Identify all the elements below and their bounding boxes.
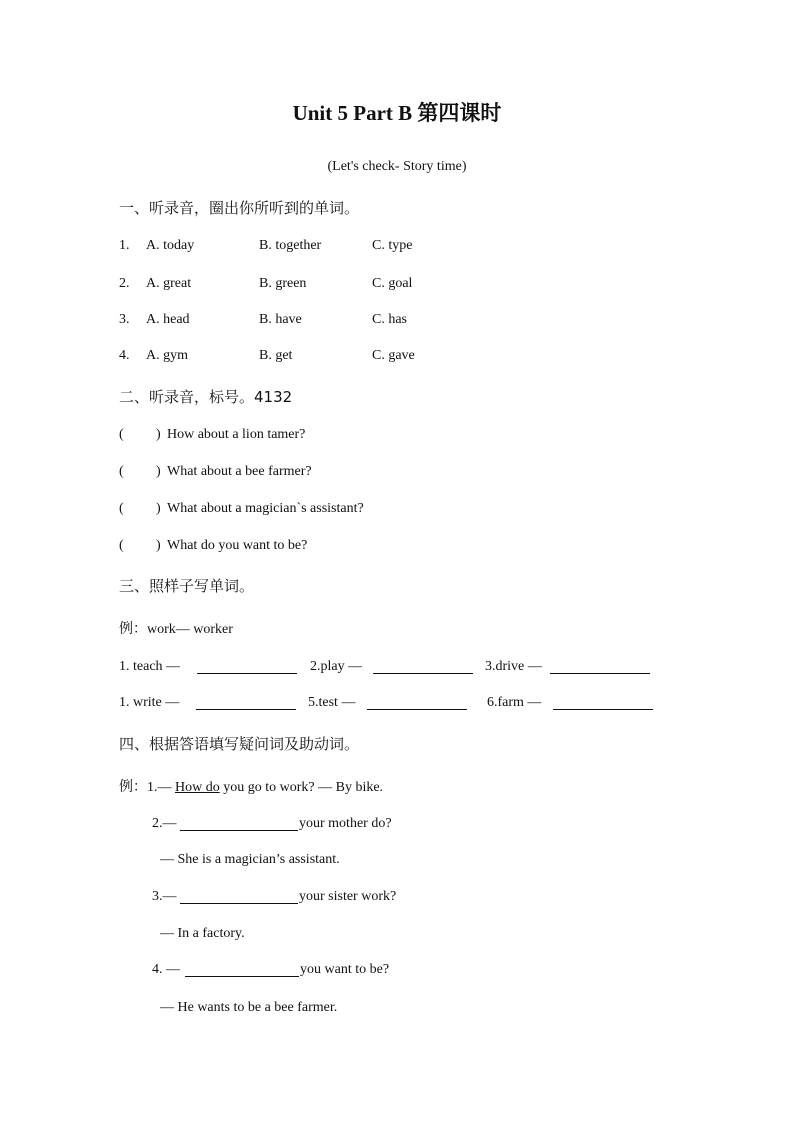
answer-blank[interactable] <box>180 889 298 904</box>
question-text: What about a bee farmer? <box>167 464 312 479</box>
example-answer: How do <box>175 780 220 795</box>
word-prompt: 6.farm — <box>487 695 542 710</box>
answer-blank[interactable] <box>367 695 467 710</box>
answer-blank[interactable] <box>196 695 296 710</box>
option-a: A. great <box>146 276 192 291</box>
question-text: What do you want to be? <box>167 538 308 553</box>
option-c: C. gave <box>372 348 415 363</box>
item-suffix: your mother do? <box>299 816 392 831</box>
item-number: 4. <box>119 348 130 363</box>
item-prefix: 4. — <box>152 962 180 977</box>
item-prefix: 3.— <box>152 889 177 904</box>
answer-paren-close: ) <box>156 427 161 442</box>
example-prefix: 例：1.— <box>119 780 175 795</box>
item-number: 3. <box>119 312 130 327</box>
word-prompt: 1. write — <box>119 695 180 710</box>
option-c: C. goal <box>372 276 413 291</box>
question-text: How about a lion tamer? <box>167 427 306 442</box>
answer-paren-close: ) <box>156 464 161 479</box>
answer-blank[interactable] <box>197 659 297 674</box>
item-answer: — He wants to be a bee farmer. <box>160 1000 338 1015</box>
item-number: 2. <box>119 276 130 291</box>
answer-blank[interactable] <box>550 659 650 674</box>
answer-blank[interactable] <box>373 659 473 674</box>
question-text: What about a magician`s assistant? <box>167 501 364 516</box>
item-number: 1. <box>119 238 130 253</box>
answer-paren-open: ( <box>119 427 124 442</box>
option-b: B. green <box>259 276 307 291</box>
answer-paren-close: ) <box>156 538 161 553</box>
word-prompt: 1. teach — <box>119 659 181 674</box>
option-a: A. today <box>146 238 195 253</box>
item-answer: — In a factory. <box>160 926 245 941</box>
option-a: A. gym <box>146 348 188 363</box>
section4-heading: 四、根据答语填写疑问词及助动词。 <box>119 735 360 753</box>
option-a: A. head <box>146 312 190 327</box>
word-prompt: 2.play — <box>310 659 363 674</box>
answer-blank[interactable] <box>553 695 653 710</box>
answer-blank[interactable] <box>185 962 299 977</box>
page-subtitle: (Let's check- Story time) <box>327 159 467 174</box>
item-suffix: your sister work? <box>299 889 397 904</box>
word-prompt: 5.test — <box>308 695 356 710</box>
page-title: Unit 5 Part B 第四课时 <box>292 101 502 125</box>
section3-heading: 三、照样子写单词。 <box>119 577 255 595</box>
section4-example <box>119 776 383 796</box>
answer-paren-open: ( <box>119 464 124 479</box>
option-b: B. have <box>259 312 302 327</box>
option-b: B. together <box>259 238 322 253</box>
item-suffix: you want to be? <box>300 962 390 977</box>
answer-paren-open: ( <box>119 538 124 553</box>
option-c: C. has <box>372 312 407 327</box>
answer-paren-close: ) <box>156 501 161 516</box>
word-prompt: 3.drive — <box>485 659 542 674</box>
item-answer: — She is a magician’s assistant. <box>160 852 340 867</box>
section1-heading: 一、听录音，圈出你所听到的单词。 <box>119 199 360 217</box>
section3-example: 例：work— worker <box>119 622 233 637</box>
option-b: B. get <box>259 348 293 363</box>
section2-heading: 二、听录音，标号。4132 <box>119 388 293 406</box>
item-prefix: 2.— <box>152 816 177 831</box>
option-c: C. type <box>372 238 413 253</box>
answer-paren-open: ( <box>119 501 124 516</box>
example-suffix: you go to work? — By bike. <box>219 780 384 795</box>
answer-blank[interactable] <box>180 816 298 831</box>
